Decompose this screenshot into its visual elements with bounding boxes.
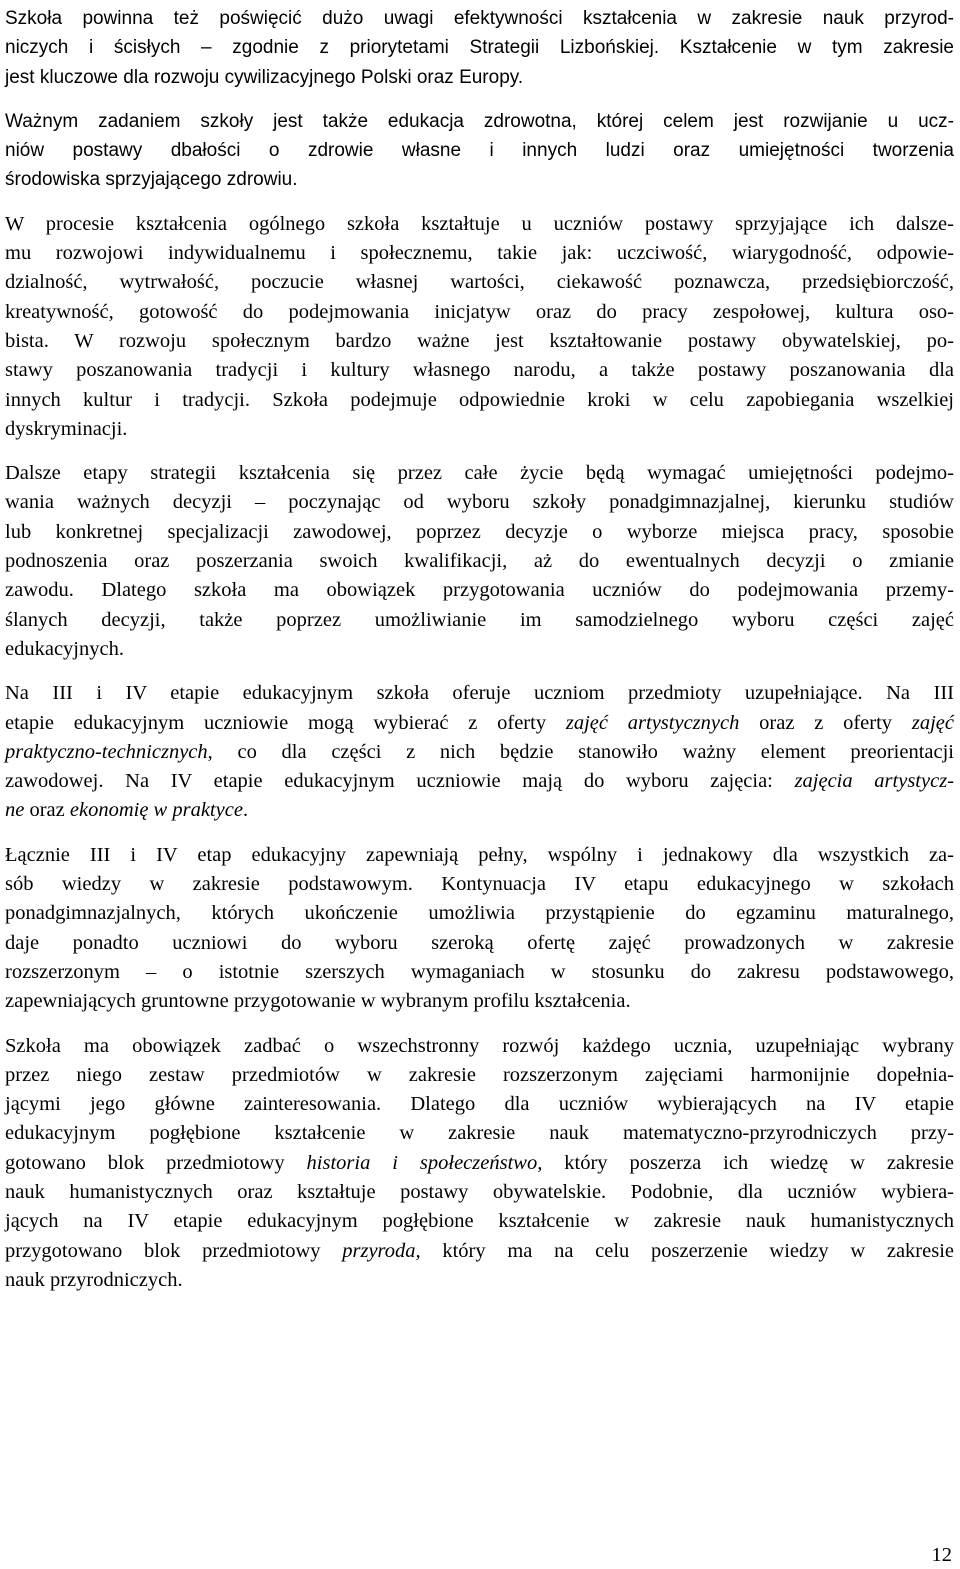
paragraph-6	[5, 841, 954, 1017]
paragraph-7	[5, 1032, 954, 1296]
italic-text: historia i społeczeństwo,	[306, 1151, 543, 1174]
text-line	[5, 738, 954, 767]
italic-text: zajęć	[911, 711, 954, 734]
text-line	[5, 796, 954, 825]
text-line: kreatywność, gotowość do podejmowania inicjatyw oraz do pracy zespołowej, kultura oso-	[5, 300, 954, 323]
text-line: dyskryminacji.	[5, 417, 128, 440]
text-line: niów postawy dbałości o zdrowie własne i innych ludzi oraz umiejętności tworzenia	[5, 140, 954, 162]
text-line	[5, 1207, 954, 1236]
text-line	[5, 1149, 954, 1178]
paragraph-1	[5, 4, 954, 92]
italic-text: zajęcia artystycz-	[794, 770, 955, 793]
text-line: innych kultur i tradycji. Szkoła podejmuje odpowiednie kroki w celu zapobiegania wszelkiej	[5, 388, 954, 411]
text-run: nauk przyrodniczych.	[5, 1268, 183, 1291]
text-run: edukacyjnym pogłębione kształcenie w zakresie nauk matematyczno-przyrodniczych przy-	[5, 1122, 954, 1145]
text-line: lub konkretnej specjalizacji zawodowej, poprzez decyzje o wyborze miejsca pracy, sposobie	[5, 520, 954, 543]
text-line	[5, 1061, 954, 1090]
italic-text: praktyczno-technicznych	[5, 740, 208, 763]
text-line: Ważnym zadaniem szkoły jest także edukacja zdrowotna, której celem jest rozwijanie u ucz-	[5, 110, 954, 132]
text-line: zawodu. Dlatego szkoła ma obowiązek przygotowania uczniów do podejmowania przemy-	[5, 579, 954, 602]
text-run: gotowano blok przedmiotowy	[5, 1151, 307, 1174]
text-line	[5, 709, 954, 738]
text-run: zawodowej. Na IV etapie edukacyjnym uczniowie mają do wyboru zajęcia:	[5, 770, 795, 793]
text-line: Dalsze etapy strategii kształcenia się przez całe życie będą wymagać umiejętności podejmo-	[5, 462, 954, 485]
text-line: podnoszenia oraz poszerzania swoich kwalifikacji, aż do ewentualnych decyzji o zmianie	[5, 550, 954, 573]
text-line: sób wiedzy w zakresie podstawowym. Kontynuacja IV etapu edukacyjnego w szkołach	[5, 873, 954, 896]
text-line	[5, 1032, 954, 1061]
text-line	[5, 1119, 954, 1148]
paragraph-3	[5, 210, 954, 444]
italic-text: ne	[5, 799, 25, 822]
text-line: wania ważnych decyzji – poczynając od wyboru szkoły ponadgimnazjalnej, kierunku studiów	[5, 491, 954, 514]
text-line: daje ponadto uczniowi do wyboru szeroką ofertę zajęć prowadzonych w zakresie	[5, 931, 954, 954]
document-body	[5, 4, 954, 1295]
text-line: stawy poszanowania tradycji i kultury własnego narodu, a także postawy poszanowania dla	[5, 359, 954, 382]
text-run: przygotowano blok przedmiotowy	[5, 1239, 343, 1262]
text-run: .	[242, 799, 249, 822]
text-run: , co dla części z nich będzie stanowiło ważny element preorientacji	[207, 740, 954, 763]
text-line: niczych i ścisłych – zgodnie z priorytetami Strategii Lizbońskiej. Kształcenie w tym zakresie	[5, 37, 954, 59]
text-line: Szkoła powinna też poświęcić dużo uwagi efektywności kształcenia w zakresie nauk przyrod-	[5, 8, 954, 29]
text-line	[5, 1237, 954, 1266]
paragraph-2	[5, 107, 954, 195]
text-line: edukacyjnych.	[5, 637, 124, 660]
text-run: etapie edukacyjnym uczniowie mogą wybierać z oferty	[5, 711, 566, 734]
text-line: mu rozwojowi indywidualnemu i społecznemu, takie jak: uczciwość, wiarygodność, odpowie-	[5, 242, 954, 265]
text-line	[5, 1266, 954, 1295]
italic-text: ekonomię w praktyce	[69, 799, 243, 822]
text-line	[5, 1178, 954, 1207]
text-line	[5, 679, 954, 708]
text-line: jest kluczowe dla rozwoju cywilizacyjnego Polski oraz Europy.	[5, 66, 524, 88]
text-line	[5, 767, 954, 796]
italic-text: zajęć artystycznych	[565, 711, 740, 734]
text-run: który poszerza ich wiedzę w zakresie	[542, 1151, 954, 1174]
text-line: ślanych decyzji, także poprzez umożliwianie im samodzielnego wyboru części zajęć	[5, 608, 954, 631]
text-line: Łącznie III i IV etap edukacyjny zapewniają pełny, wspólny i jednakowy dla wszystkich za-	[5, 843, 954, 866]
paragraph-5	[5, 679, 954, 825]
text-line: bista. W rozwoju społecznym bardzo ważne jest kształtowanie postawy obywatelskiej, po-	[5, 329, 954, 352]
paragraph-4	[5, 459, 954, 664]
text-run: oraz	[24, 799, 70, 822]
text-run: Na III i IV etapie edukacyjnym szkoła oferuje uczniom przedmioty uzupełniające. Na III	[5, 682, 954, 705]
text-line: rozszerzonym – o istotnie szerszych wymaganiach w stosunku do zakresu podstawowego,	[5, 960, 954, 983]
page-number: 12	[931, 1544, 952, 1566]
text-run: przez niego zestaw przedmiotów w zakresie rozszerzonym zajęciami harmonijnie dopełnia-	[5, 1063, 954, 1086]
text-line: zapewniających gruntowne przygotowanie w wybranym profilu kształcenia.	[5, 990, 631, 1013]
text-run: oraz z oferty	[739, 711, 912, 734]
text-line: dzialność, wytrwałość, poczucie własnej wartości, ciekawość poznawcza, przedsiębiorczość,	[5, 271, 954, 294]
italic-text: przyroda,	[342, 1239, 421, 1262]
text-run: jącymi jego główne zainteresowania. Dlatego dla uczniów wybierających na IV etapie	[5, 1093, 954, 1116]
text-run: nauk humanistycznych oraz kształtuje postawy obywatelskie. Podobnie, dla uczniów wybiera-	[5, 1180, 954, 1203]
text-run: jących na IV etapie edukacyjnym pogłębione kształcenie w zakresie nauk humanistycznych	[5, 1210, 954, 1233]
text-line: W procesie kształcenia ogólnego szkoła kształtuje u uczniów postawy sprzyjające ich dalsze-	[5, 212, 954, 235]
text-run: Szkoła ma obowiązek zadbać o wszechstronny rozwój każdego ucznia, uzupełniając wybrany	[5, 1034, 954, 1057]
text-run: który ma na celu poszerzenie wiedzy w zakresie	[420, 1239, 954, 1262]
text-line	[5, 1090, 954, 1119]
text-line: ponadgimnazjalnych, których ukończenie umożliwia przystąpienie do egzaminu maturalnego,	[5, 902, 954, 925]
text-line: środowiska sprzyjającego zdrowiu.	[5, 169, 298, 191]
